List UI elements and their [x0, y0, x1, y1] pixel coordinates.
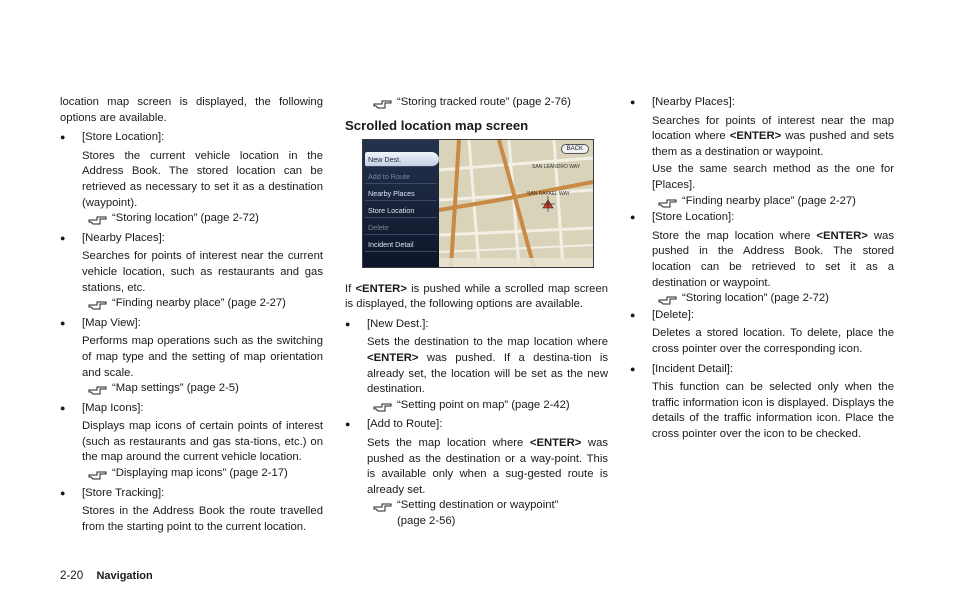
bullet-map-icons [60, 401, 323, 417]
option-description: Use the same search method as the one for [Places]. [652, 163, 894, 191]
option-label: [Nearby Places]: [652, 96, 735, 108]
enter-key: <ENTER> [529, 436, 582, 449]
reference-text: “Finding nearby place” (page 2-27) [112, 297, 286, 310]
text-run: was pushed as the destination or a way-point. This is available only when a sug-gested route is already set. [367, 436, 609, 496]
text-run: was pushed and sets them as a destination or waypoint. [652, 130, 894, 158]
reference-text: “Storing tracked route” (page 2-76) [397, 96, 571, 108]
option-description: Stores in the Address Book the route travelled from the starting point to the current location. [82, 505, 323, 533]
option-description [367, 335, 608, 397]
back-button[interactable]: BACK [561, 144, 589, 154]
page-footer [60, 569, 153, 582]
bullet-dot: ● [60, 487, 66, 498]
map-area[interactable] [439, 140, 593, 267]
enter-key: <ENTER> [729, 130, 782, 143]
text-run: Store the map location where [652, 229, 817, 242]
page-reference [373, 498, 608, 529]
column-middle [345, 95, 608, 530]
bullet-dot: ● [60, 132, 66, 143]
reference-text: “Displaying map icons” (page 2-17) [112, 467, 288, 480]
option-label: [Incident Detail]: [652, 362, 734, 375]
section-name: Navigation [96, 570, 153, 582]
bullet-store-location-map [630, 210, 894, 226]
menu-item-new-dest[interactable]: New Dest. [365, 152, 439, 167]
map-screen-illustration [362, 139, 594, 268]
text-run: If [345, 282, 356, 295]
street-label: SAN LEANDRO WAY [532, 163, 581, 170]
pointing-hand-icon [658, 195, 678, 209]
option-description: Performs map operations such as the switching of map type and the setting of map orientation and scale. [82, 335, 323, 379]
intro-text: location map screen is displayed, the following options are available. [60, 96, 323, 124]
pointing-hand-icon [88, 382, 108, 396]
reference-text: “Storing location” (page 2-72) [112, 212, 259, 225]
pointing-hand-icon [373, 499, 393, 513]
bullet-dot: ● [630, 97, 636, 107]
text-run: was pushed. If a destina-tion is already set, the location will be set as the new destination. [367, 351, 608, 396]
bullet-dot: ● [630, 212, 636, 223]
pointing-hand-icon [373, 96, 393, 110]
page-reference [373, 398, 608, 414]
reference-text: “Setting destination or waypoint” [397, 499, 559, 512]
menu-item-nearby-places[interactable]: Nearby Places [365, 186, 437, 201]
column-left [60, 95, 323, 535]
menu-item-add-to-route[interactable]: Add to Route [365, 169, 437, 184]
pointing-hand-icon [88, 212, 108, 226]
bullet-dot: ● [345, 419, 351, 430]
option-description: Deletes a stored location. To delete, place the cross pointer over the corresponding icon. [652, 327, 894, 355]
option-label: [Store Location]: [82, 131, 165, 144]
reference-text: “Storing location” (page 2-72) [682, 292, 829, 305]
bullet-nearby-places [60, 231, 323, 247]
bullet-incident-detail [630, 362, 894, 378]
page-reference [88, 296, 323, 312]
bullet-map-view [60, 316, 323, 332]
option-description: Searches for points of interest near the current vehicle location, such as restaurants and gas stations, etc. [82, 250, 323, 294]
page-reference [88, 381, 323, 397]
reference-text: “Map settings” (page 2-5) [112, 382, 239, 395]
text-run: Sets the map location where [367, 436, 530, 449]
option-label: [Delete]: [652, 308, 695, 321]
enter-key: <ENTER> [816, 229, 868, 242]
option-description [652, 114, 894, 161]
option-description: This function can be selected only when the traffic information icon is displayed. Displays the details of the traffic information icon. Place the cross pointer over the icon to be checked. [652, 381, 894, 440]
bullet-dot: ● [630, 363, 636, 374]
pointing-hand-icon [373, 399, 393, 413]
pointing-hand-icon [88, 467, 108, 481]
option-label: [Store Tracking]: [82, 486, 165, 499]
option-label: [Store Location]: [652, 211, 735, 224]
option-label: [Add to Route]: [367, 418, 443, 431]
page-reference [658, 291, 894, 307]
option-label: [Map View]: [82, 316, 141, 329]
bullet-dot: ● [60, 317, 66, 328]
option-label: [New Dest.]: [367, 317, 429, 330]
menu-item-store-location[interactable]: Store Location [365, 203, 437, 218]
bullet-delete [630, 308, 894, 324]
bullet-add-to-route [345, 417, 608, 433]
enter-key: <ENTER> [367, 351, 419, 364]
text-run: was pushed in the Address Book. The stored location can be retrieved to set it as a destination or waypoint. [652, 229, 894, 289]
option-label: [Nearby Places]: [82, 231, 165, 244]
option-label: [Map Icons]: [82, 401, 144, 414]
bullet-dot: ● [60, 402, 66, 413]
menu-item-incident-detail[interactable]: Incident Detail [365, 237, 437, 252]
bullet-store-tracking [60, 486, 323, 502]
bullet-nearby-places-map [630, 95, 894, 111]
reference-text: “Finding nearby place” (page 2-27) [682, 194, 856, 207]
enter-key: <ENTER> [355, 282, 407, 295]
text-run: Sets the destination to the map location where [367, 336, 608, 349]
section-heading: Scrolled location map screen [345, 117, 529, 133]
option-description: Stores the current vehicle location in the Address Book. The stored location can be retrieved as necessary to set it as a destination (waypoint). [82, 149, 323, 209]
bullet-dot: ● [60, 232, 66, 243]
street-label: SAN RAFAEL WAY [527, 190, 570, 197]
bullet-store-location [60, 130, 323, 146]
option-description [652, 229, 894, 291]
page-reference [88, 466, 323, 482]
text-run: Searches for points of interest near the map location where [652, 114, 894, 143]
page-reference [88, 211, 323, 227]
reference-text: “Setting point on map” (page 2-42) [397, 398, 570, 411]
option-description: Displays map icons of certain points of interest (such as restaurants and gas sta-tions, etc.) on the map around the current vehicle location. [82, 420, 323, 464]
bullet-dot: ● [345, 318, 351, 329]
page-number: 2-20 [60, 569, 84, 582]
pointing-hand-icon [658, 292, 678, 306]
page-reference [373, 95, 608, 111]
reference-page: (page 2-56) [397, 514, 456, 527]
option-description [367, 436, 608, 498]
pointing-hand-icon [88, 297, 108, 311]
column-right [630, 95, 894, 442]
text-run: is pushed while a scrolled map screen is displayed, the following options are available. [345, 282, 609, 311]
bullet-new-dest [345, 317, 608, 333]
page-reference [658, 194, 894, 210]
menu-item-delete[interactable]: Delete [365, 220, 437, 235]
map-menu [363, 140, 439, 267]
bullet-dot: ● [630, 309, 636, 320]
scroll-intro [345, 282, 608, 313]
